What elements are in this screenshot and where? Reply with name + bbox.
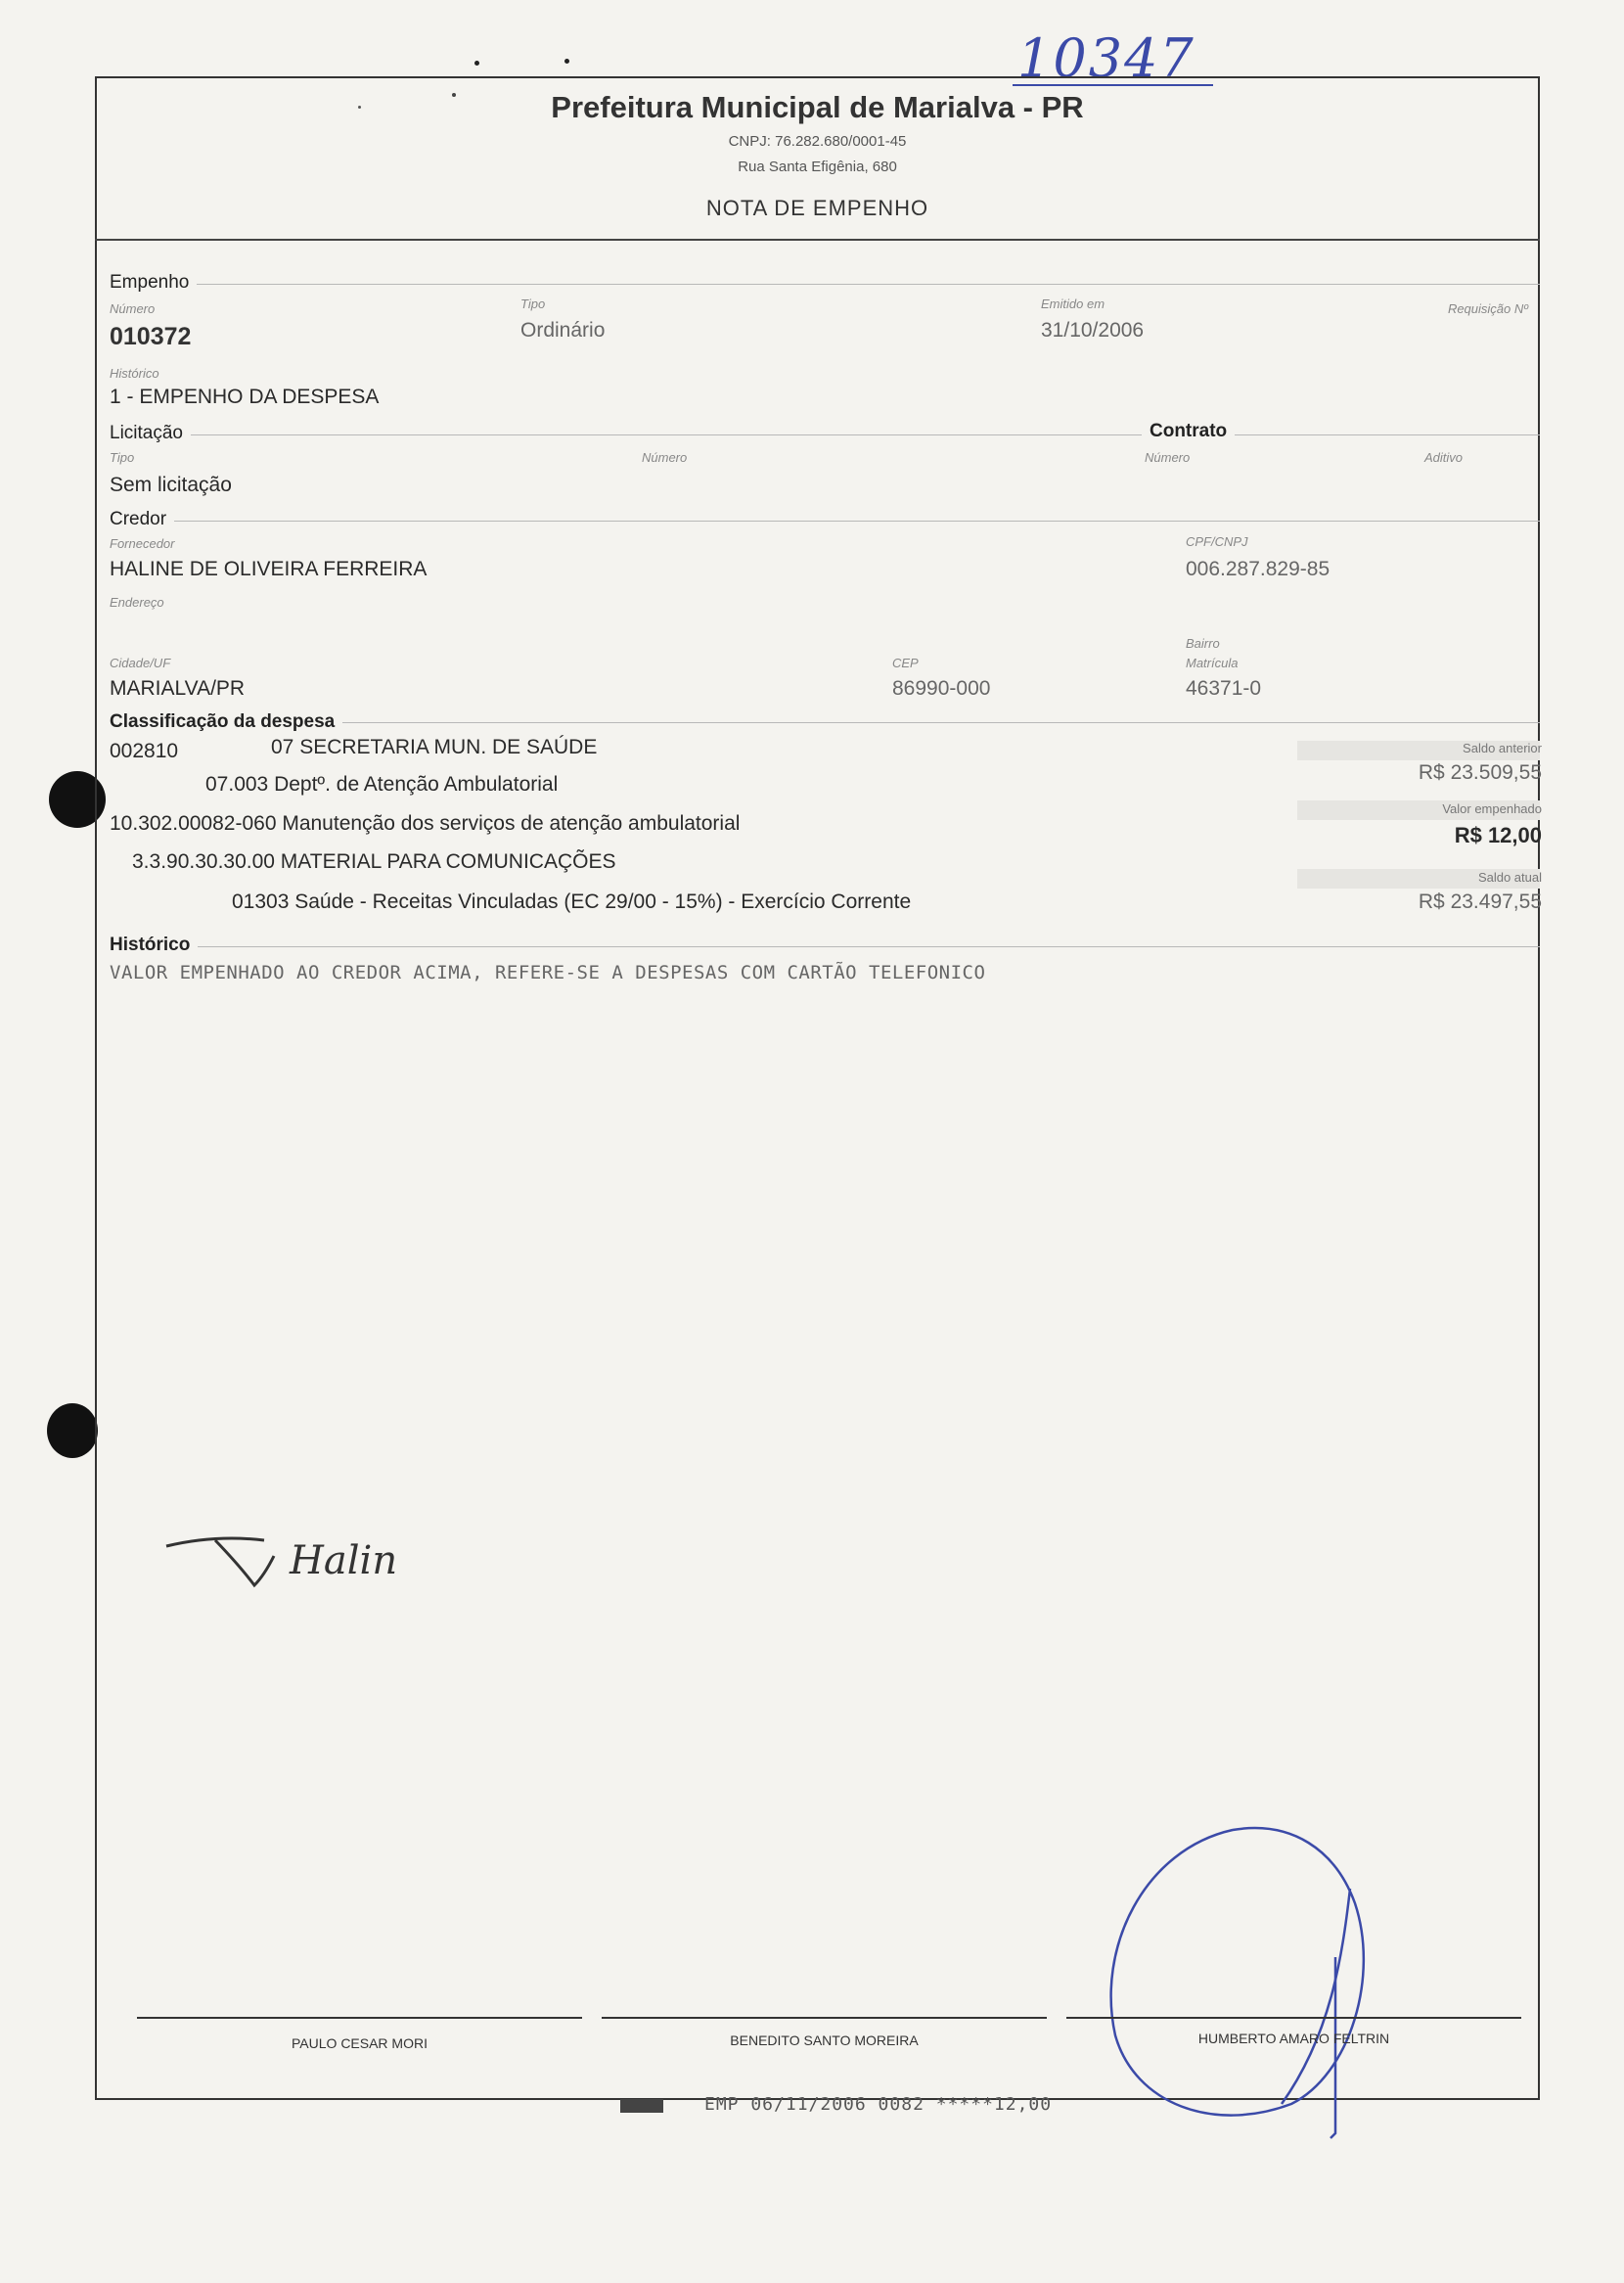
empenho-numero: 010372 <box>110 323 192 350</box>
empenho-rule <box>110 284 1540 285</box>
empenho-historico-label: Histórico <box>110 366 159 381</box>
valor-empenhado: R$ 12,00 <box>1454 823 1542 847</box>
signature-name-2: BENEDITO SANTO MOREIRA <box>730 2032 919 2048</box>
blue-circle-signature <box>1086 1810 1379 2163</box>
signature-line-2 <box>602 2017 1047 2019</box>
licitacao-section-label: Licitação <box>110 423 191 444</box>
saldo-anterior: R$ 23.509,55 <box>1418 761 1542 784</box>
signature-line-3 <box>1066 2017 1521 2019</box>
credor-matricula-label: Matrícula <box>1186 656 1239 670</box>
empenho-section-label: Empenho <box>110 272 197 294</box>
empenho-numero-label: Número <box>110 301 156 316</box>
credor-rule <box>110 521 1540 522</box>
historico-rule <box>110 946 1540 947</box>
header-divider <box>95 239 1540 241</box>
credor-matricula: 46371-0 <box>1186 677 1262 700</box>
credor-fornecedor-label: Fornecedor <box>110 536 175 551</box>
classificacao-line5: 01303 Saúde - Receitas Vinculadas (EC 29/00 - 15%) - Exercício Corrente <box>232 890 912 913</box>
classificacao-line2: 07.003 Deptº. de Atenção Ambulatorial <box>205 773 559 796</box>
scan-speck <box>474 61 479 66</box>
punch-hole <box>47 1403 98 1458</box>
classificacao-line1: 07 SECRETARIA MUN. DE SAÚDE <box>271 736 598 758</box>
licitacao-numero-label: Número <box>642 450 688 465</box>
document-title: NOTA DE EMPENHO <box>705 196 929 220</box>
bottom-stamp: EMP 06/11/2006 0082 *****12,00 <box>704 2094 1053 2115</box>
empenho-tipo-label: Tipo <box>520 297 546 311</box>
credor-cpf: 006.287.829-85 <box>1186 558 1331 580</box>
stamp-logo <box>620 2099 663 2113</box>
classificacao-line3: 10.302.00082-060 Manutenção dos serviços de atenção ambulatorial <box>110 812 741 835</box>
credor-fornecedor: HALINE DE OLIVEIRA FERREIRA <box>110 558 428 580</box>
empenho-emitido: 31/10/2006 <box>1041 319 1145 342</box>
cnpj-line: CNPJ: 76.282.680/0001-45 <box>728 133 907 150</box>
credor-cidade: MARIALVA/PR <box>110 677 246 700</box>
handwritten-signature: Halin <box>290 1538 398 1583</box>
signature-name-3: HUMBERTO AMARO FELTRIN <box>1197 2031 1390 2046</box>
licitacao-rule <box>110 434 1540 435</box>
valor-empenhado-label: Valor empenhado <box>1442 801 1542 816</box>
empenho-historico: 1 - EMPENHO DA DESPESA <box>110 386 380 408</box>
contrato-aditivo-label: Aditivo <box>1423 450 1463 465</box>
contrato-section-label: Contrato <box>1142 421 1235 442</box>
signature-line-1 <box>137 2017 582 2019</box>
credor-cpf-label: CPF/CNPJ <box>1186 534 1248 549</box>
document-frame <box>95 76 1540 2100</box>
credor-endereco-label: Endereço <box>110 595 164 610</box>
credor-cep: 86990-000 <box>892 677 991 700</box>
credor-cep-label: CEP <box>892 656 919 670</box>
handwritten-document-number: 10347 <box>1017 27 1195 89</box>
empenho-emitido-label: Emitido em <box>1041 297 1105 311</box>
empenho-tipo: Ordinário <box>520 319 606 342</box>
signature-name-1: PAULO CESAR MORI <box>292 2035 428 2051</box>
credor-cidade-label: Cidade/UF <box>110 656 171 670</box>
saldo-atual-label: Saldo atual <box>1477 870 1542 885</box>
classificacao-line4: 3.3.90.30.30.00 MATERIAL PARA COMUNICAÇÕES <box>132 850 616 873</box>
licitacao-tipo-label: Tipo <box>110 450 135 465</box>
municipality-title: Prefeitura Municipal de Marialva - PR <box>551 90 1084 124</box>
saldo-anterior-label: Saldo anterior <box>1463 741 1542 755</box>
empenho-requisicao-label: Requisição Nº <box>1447 301 1528 316</box>
scan-speck <box>564 59 569 64</box>
credor-bairro-label: Bairro <box>1186 636 1220 651</box>
historico-text: VALOR EMPENHADO AO CREDOR ACIMA, REFERE-SE A DESPESAS COM CARTÃO TELEFONICO <box>110 962 986 983</box>
licitacao-tipo: Sem licitação <box>110 474 232 496</box>
saldo-atual: R$ 23.497,55 <box>1418 890 1542 913</box>
address-line: Rua Santa Efigênia, 680 <box>738 159 897 175</box>
classificacao-section-label: Classificação da despesa <box>110 711 342 733</box>
classificacao-code: 002810 <box>110 740 179 762</box>
credor-section-label: Credor <box>110 509 174 530</box>
contrato-numero-label: Número <box>1145 450 1191 465</box>
historico-section-label: Histórico <box>110 935 198 956</box>
